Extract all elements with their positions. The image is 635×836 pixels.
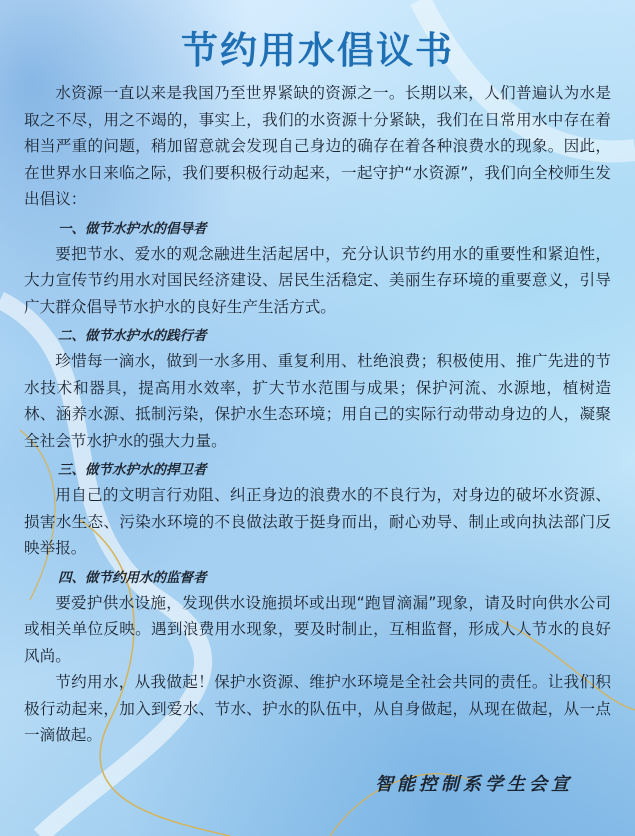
section-heading-2: 二、做节水护水的践行者 [58,328,207,344]
signature: 智能控制系学生会宣 [375,774,573,795]
section-body-3: 用自己的文明言行劝阻、纠正身边的浪费水的不良行为，对身边的破坏水资源、损害水生态、污染水环境的不良做法敢于挺身而出，耐心劝导、制止或向执法部门反映举报。 [24,486,611,557]
section-heading-3: 三、做节水护水的捍卫者 [58,462,207,478]
closing-paragraph: 节约用水，从我做起！保护水资源、维护水环境是全社会共同的责任。让我们积极行动起来，加入到爱水、节水、护水的队伍中，从自身做起，从现在做起，从一点一滴做起。 [24,673,611,744]
section-body-1: 要把节水、爱水的观念融进生活起居中，充分认识节约用水的重要性和紧迫性，大力宣传节约用水对国民经济建设、居民生活稳定、美丽生存环境的重要意义，引导广大群众倡导节水护水的良好生产生活方式。 [24,244,611,316]
section-heading-4: 四、做节约用水的监督者 [58,569,207,586]
section-heading-1: 一、做节水护水的倡导者 [58,220,207,237]
section-body-4: 要爱护供水设施，发现供水设施损坏或出现“跑冒滴漏”现象，请及时向供水公司或相关单位反映。遇到浪费用水现象，要及时制止，互相监督，形成人人节水的良好风尚。 [24,593,611,665]
intro-paragraph: 水资源一直以来是我国乃至世界紧缺的资源之一。长期以来，人们普遍认为水是取之不尽，用之不竭的，事实上，我们的水资源十分紧缺，我们在日常用水中存在着相当严重的问题，稍加留意就会发现自己身边的确存在着各种浪费水的现象。因此，在世界水日来临之际，我们要积极行动起来，一起守护“水资源”，我们向全校师生发出倡议： [24,84,611,208]
page-title: 节约用水倡议书 [181,28,454,72]
section-body-2: 珍惜每一滴水，做到一水多用、重复利用、杜绝浪费；积极使用、推广先进的节水技术和器具，提高用水效率，扩大节水范围与成果；保护河流、水源地，植树造林、涵养水源、抵制污染，保护水生态环境；用自己的实际行动带动身边的人，凝聚全社会节水护水的强大力量。 [24,352,611,450]
